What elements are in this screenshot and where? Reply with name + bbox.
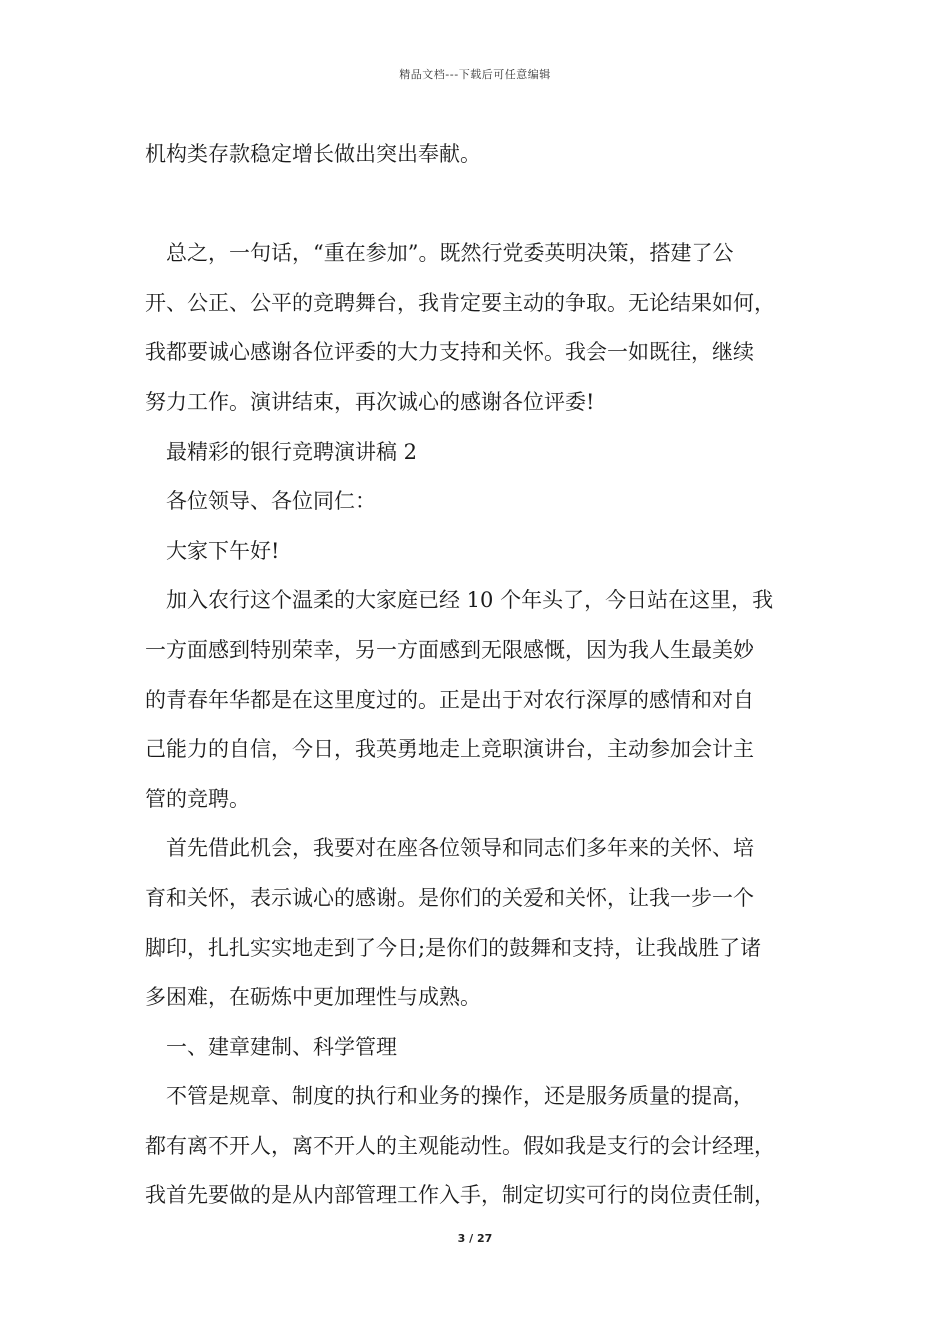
text-line: 总之，一句话，“重在参加”。既然行党委英明决策，搭建了公 bbox=[166, 241, 734, 266]
text-line: 大家下午好! bbox=[166, 538, 280, 563]
text-line: 不管是规章、制度的执行和业务的操作，还是服务质量的提高， bbox=[166, 1084, 754, 1109]
section-heading bbox=[145, 1023, 810, 1073]
text-line: 多困难，在砺炼中更加理性与成熟。 bbox=[145, 985, 481, 1010]
document-body bbox=[145, 130, 810, 1221]
text-line: 育和关怀，表示诚心的感谢。是你们的关爱和关怀，让我一步一个 bbox=[145, 885, 754, 910]
paragraph bbox=[145, 824, 810, 1022]
text-line: 己能力的自信，今日，我英勇地走上竞职演讲台，主动参加会计主 bbox=[145, 737, 754, 762]
paragraph bbox=[145, 229, 810, 427]
text-line: 各位领导、各位同仁： bbox=[166, 489, 376, 514]
paragraph-gap bbox=[145, 180, 810, 230]
text-line: 我都要诚心感谢各位评委的大力支持和关怀。我会一如既往，继续 bbox=[145, 340, 754, 365]
text-line: 一、建章建制、科学管理 bbox=[166, 1034, 397, 1059]
text-line: 脚印，扎扎实实地走到了今日;是你们的鼓舞和支持，让我战胜了诸 bbox=[145, 935, 762, 960]
text-line: 机构类存款稳定增长做出突出奉献。 bbox=[145, 142, 481, 166]
paragraph bbox=[145, 1072, 810, 1221]
text-line: 开、公正、公平的竞聘舞台，我肯定要主动的争取。无论结果如何， bbox=[145, 290, 775, 315]
page-number: 3 / 27 bbox=[457, 1232, 493, 1245]
paragraph bbox=[145, 130, 810, 180]
salutation bbox=[145, 477, 810, 527]
greeting bbox=[145, 527, 810, 577]
text-line: 一方面感到特别荣幸，另一方面感到无限感慨，因为我人生最美妙 bbox=[145, 637, 754, 662]
text-line: 努力工作。演讲结束，再次诚心的感谢各位评委! bbox=[145, 389, 595, 414]
text-line: 管的竞聘。 bbox=[145, 786, 250, 811]
text-line: 的青春年华都是在这里度过的。正是出于对农行深厚的感情和对自 bbox=[145, 687, 754, 712]
text-line: 我首先要做的是从内部管理工作入手，制定切实可行的岗位责任制， bbox=[145, 1183, 775, 1208]
text-line: 最精彩的银行竞聘演讲稿 2 bbox=[166, 439, 418, 464]
text-line: 加入农行这个温柔的大家庭已经 10 个年头了，今日站在这里，我 bbox=[166, 588, 774, 613]
paragraph bbox=[145, 576, 810, 824]
page-header: 精品文档---下载后可任意编辑 bbox=[399, 68, 551, 81]
text-line: 都有离不开人，离不开人的主观能动性。假如我是支行的会计经理， bbox=[145, 1133, 775, 1158]
section-title bbox=[145, 428, 810, 478]
text-line: 首先借此机会，我要对在座各位领导和同志们多年来的关怀、培 bbox=[166, 836, 754, 861]
